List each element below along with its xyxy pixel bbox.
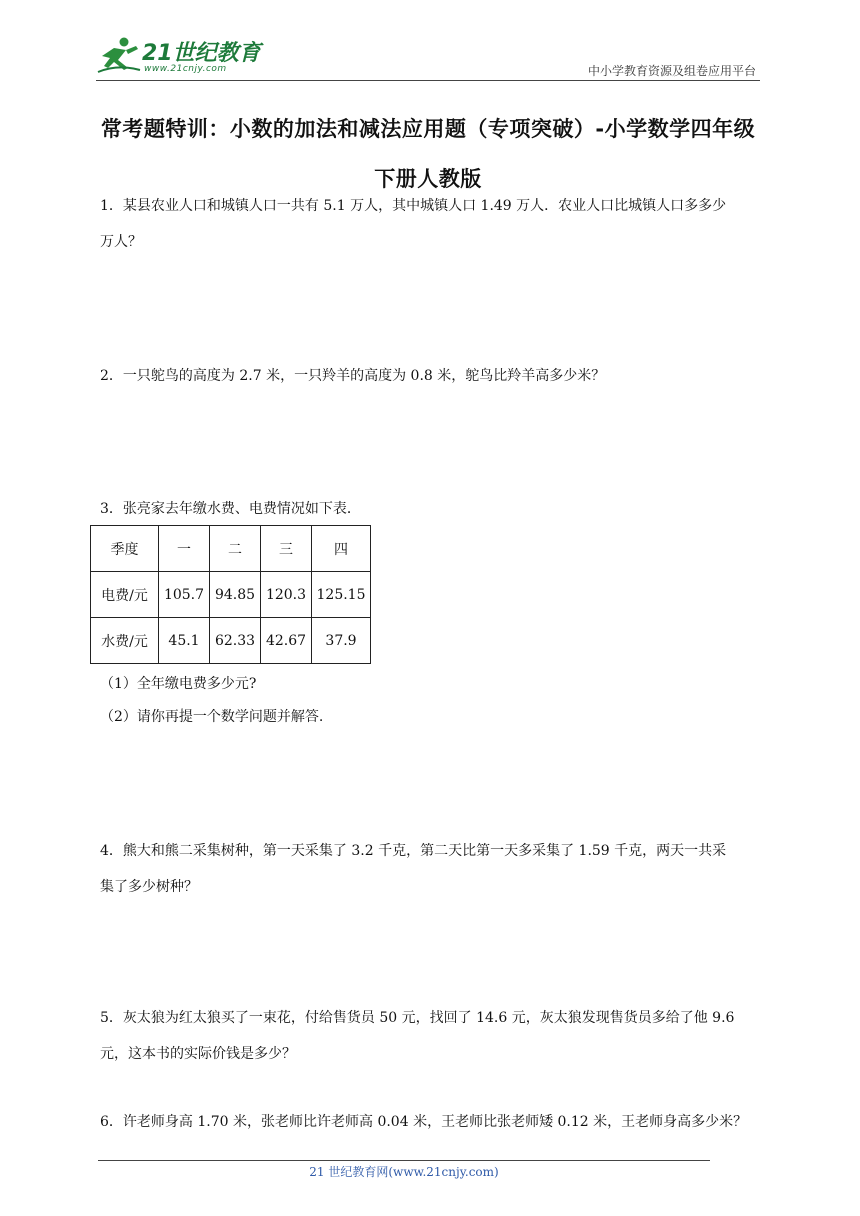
question-text: 一只鸵鸟的高度为 2.7 米，一只羚羊的高度为 0.8 米，鸵鸟比羚羊高多少米？ — [122, 368, 606, 384]
runner-logo-icon — [96, 34, 142, 78]
question-text-cont: 元，这本书的实际价钱是多少？ — [100, 1046, 296, 1062]
question-4 — [100, 833, 765, 905]
question-text: 许老师身高 1.70 米，张老师比许老师高 0.04 米，王老师比张老师矮 0.12 米，王老师身高多少米？ — [122, 1114, 748, 1130]
table-header-cell: 三 — [261, 526, 312, 572]
platform-name: 中小学教育资源及组卷应用平台 — [587, 64, 756, 78]
table-header-cell: 四 — [312, 526, 371, 572]
table-header-cell: 二 — [210, 526, 261, 572]
table-cell: 电费/元 — [91, 572, 159, 618]
table-header-cell: 一 — [159, 526, 210, 572]
question-5 — [100, 1000, 765, 1072]
table-cell: 94.85 — [210, 572, 261, 618]
title-line-1: 常考题特训：小数的加法和减法应用题（专项突破）-小学数学四年级 — [100, 117, 756, 141]
table-cell: 37.9 — [312, 618, 371, 664]
question-text: 灰太狼为红太狼买了一束花，付给售货员 50 元，找回了 14.6 元，灰太狼发现售货员多给了他 9.6 — [122, 1010, 735, 1026]
table-cell: 105.7 — [159, 572, 210, 618]
logo-text: 21世纪教育 — [142, 41, 261, 66]
fee-table — [90, 525, 371, 664]
subquestion-1: （1）全年缴电费多少元? — [100, 676, 257, 692]
table-row — [91, 572, 371, 618]
table-cell: 42.67 — [261, 618, 312, 664]
table-cell: 120.3 — [261, 572, 312, 618]
question-text: 张亮家去年缴水费、电费情况如下表． — [122, 501, 361, 517]
table-cell: 水费/元 — [91, 618, 159, 664]
question-text: 熊大和熊二采集树种，第一天采集了 3.2 千克，第二天比第一天多采集了 1.59 千克，两天一共采 — [122, 843, 727, 859]
logo-url: www.21cnjy.com — [144, 64, 227, 74]
table-cell: 62.33 — [210, 618, 261, 664]
question-number: 6． — [100, 1114, 123, 1130]
question-text: 某县农业人口和城镇人口一共有 5.1 万人，其中城镇人口 1.49 万人．农业人口比城镇人口多多少 — [122, 198, 727, 214]
question-number: 2． — [100, 368, 123, 384]
footer-divider — [98, 1160, 710, 1161]
footer-text: 21 世纪教育网(www.21cnjy.com) — [309, 1165, 499, 1179]
page-header — [96, 34, 760, 80]
title-line-2: 下册人教版 — [374, 167, 482, 191]
table-header-row — [91, 526, 371, 572]
table-row — [91, 618, 371, 664]
question-text-cont: 集了多少树种？ — [100, 879, 198, 895]
question-text-cont: 万人？ — [100, 234, 142, 250]
table-cell: 45.1 — [159, 618, 210, 664]
table-header-cell: 季度 — [91, 526, 159, 572]
subquestion-2: （2）请你再提一个数学问题并解答. — [100, 709, 324, 725]
question-number: 4． — [100, 843, 123, 859]
question-2 — [100, 358, 765, 394]
question-number: 3． — [100, 501, 123, 517]
logo — [96, 34, 266, 78]
question-6 — [100, 1104, 765, 1140]
question-3 — [100, 491, 765, 527]
question-1 — [100, 188, 765, 260]
question-number: 1． — [100, 198, 123, 214]
header-divider — [96, 80, 760, 81]
table-cell: 125.15 — [312, 572, 371, 618]
question-number: 5． — [100, 1010, 123, 1026]
